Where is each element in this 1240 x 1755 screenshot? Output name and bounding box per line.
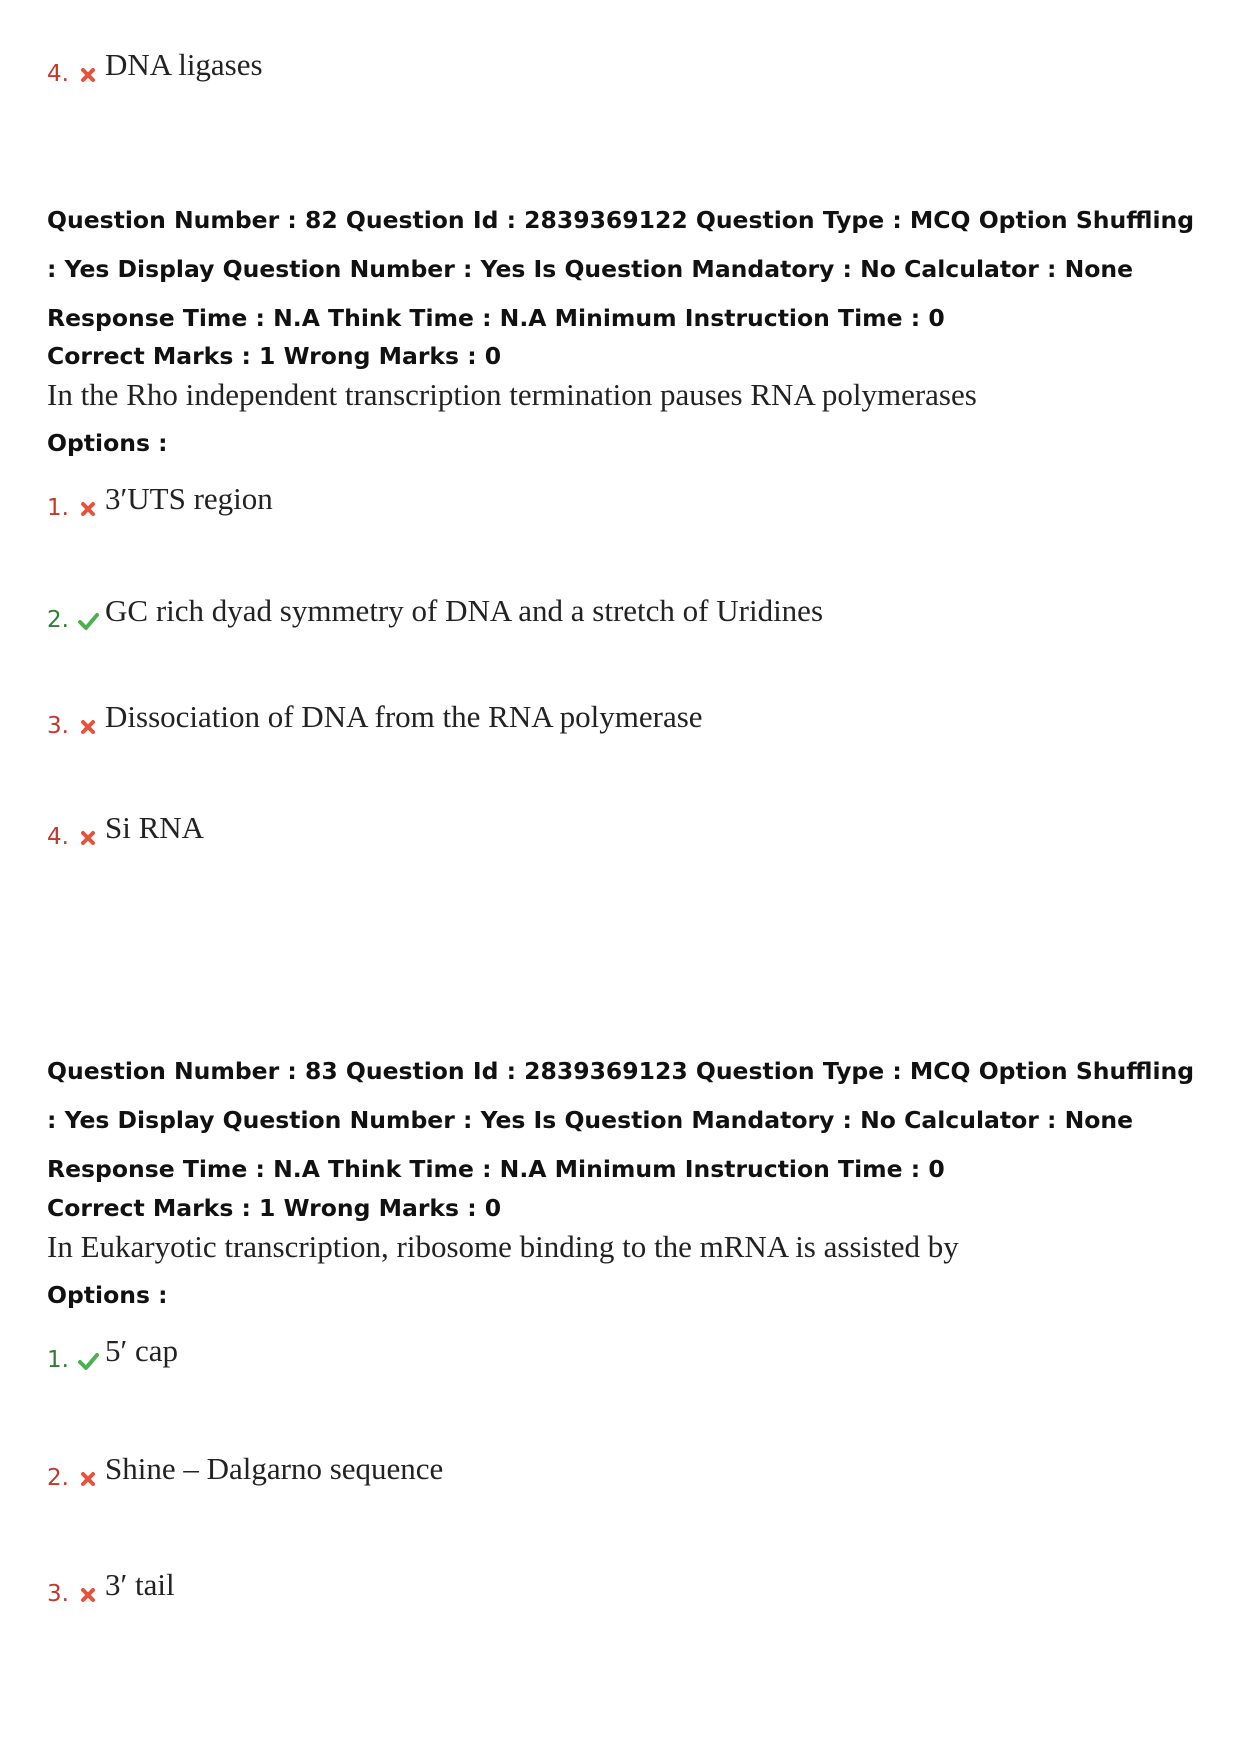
- cross-icon: [77, 827, 99, 849]
- check-icon: [77, 1350, 99, 1372]
- options-label: Options :: [47, 429, 168, 457]
- check-icon: [77, 610, 99, 632]
- question-meta: Question Number : 82 Question Id : 2839369122 Question Type : MCQ Option Shuffling : Yes Display Question Number : Yes Is Question Mandatory : No Calculator : None Response Time : N.A Think Time : N.A Minimum Instruction Time : 0: [47, 206, 1195, 332]
- option-row: [47, 700, 703, 740]
- option-row: [47, 1568, 175, 1608]
- cross-icon: [77, 1584, 99, 1606]
- options-label: Options :: [47, 1281, 168, 1309]
- cross-icon: [77, 498, 99, 520]
- option-text: 3′UTS region: [105, 481, 273, 516]
- question-marks: Correct Marks : 1 Wrong Marks : 0: [47, 342, 502, 370]
- cross-icon: [77, 716, 99, 738]
- question-marks: Correct Marks : 1 Wrong Marks : 0: [47, 1194, 502, 1222]
- option-text: 3′ tail: [105, 1567, 175, 1602]
- question-text: In the Rho independent transcription termination pauses RNA polymerases: [47, 377, 977, 412]
- question-meta: Question Number : 83 Question Id : 2839369123 Question Type : MCQ Option Shuffling : Yes Display Question Number : Yes Is Question Mandatory : No Calculator : None Response Time : N.A Think Time : N.A Minimum Instruction Time : 0: [47, 1057, 1195, 1183]
- option-text: Dissociation of DNA from the RNA polymerase: [105, 699, 703, 734]
- option-text: DNA ligases: [105, 47, 263, 82]
- option-row: [47, 48, 263, 88]
- option-row: [47, 811, 204, 851]
- option-number: 4.: [47, 824, 69, 850]
- option-number: 2.: [47, 607, 69, 633]
- option-number: 3.: [47, 713, 69, 739]
- cross-icon: [77, 64, 99, 86]
- option-text: GC rich dyad symmetry of DNA and a stretch of Uridines: [105, 593, 824, 628]
- option-row: [47, 594, 823, 634]
- option-number: 2.: [47, 1465, 69, 1491]
- option-number: 4.: [47, 61, 69, 87]
- cross-icon: [77, 1468, 99, 1490]
- option-row: [47, 1334, 178, 1374]
- option-text: Shine – Dalgarno sequence: [105, 1451, 444, 1486]
- question-text: In Eukaryotic transcription, ribosome binding to the mRNA is assisted by: [47, 1229, 959, 1264]
- option-number: 3.: [47, 1581, 69, 1607]
- option-text: 5′ cap: [105, 1333, 179, 1368]
- option-row: [47, 482, 273, 522]
- option-text: Si RNA: [105, 810, 205, 845]
- option-number: 1.: [47, 1347, 69, 1373]
- option-row: [47, 1452, 443, 1492]
- option-number: 1.: [47, 495, 69, 521]
